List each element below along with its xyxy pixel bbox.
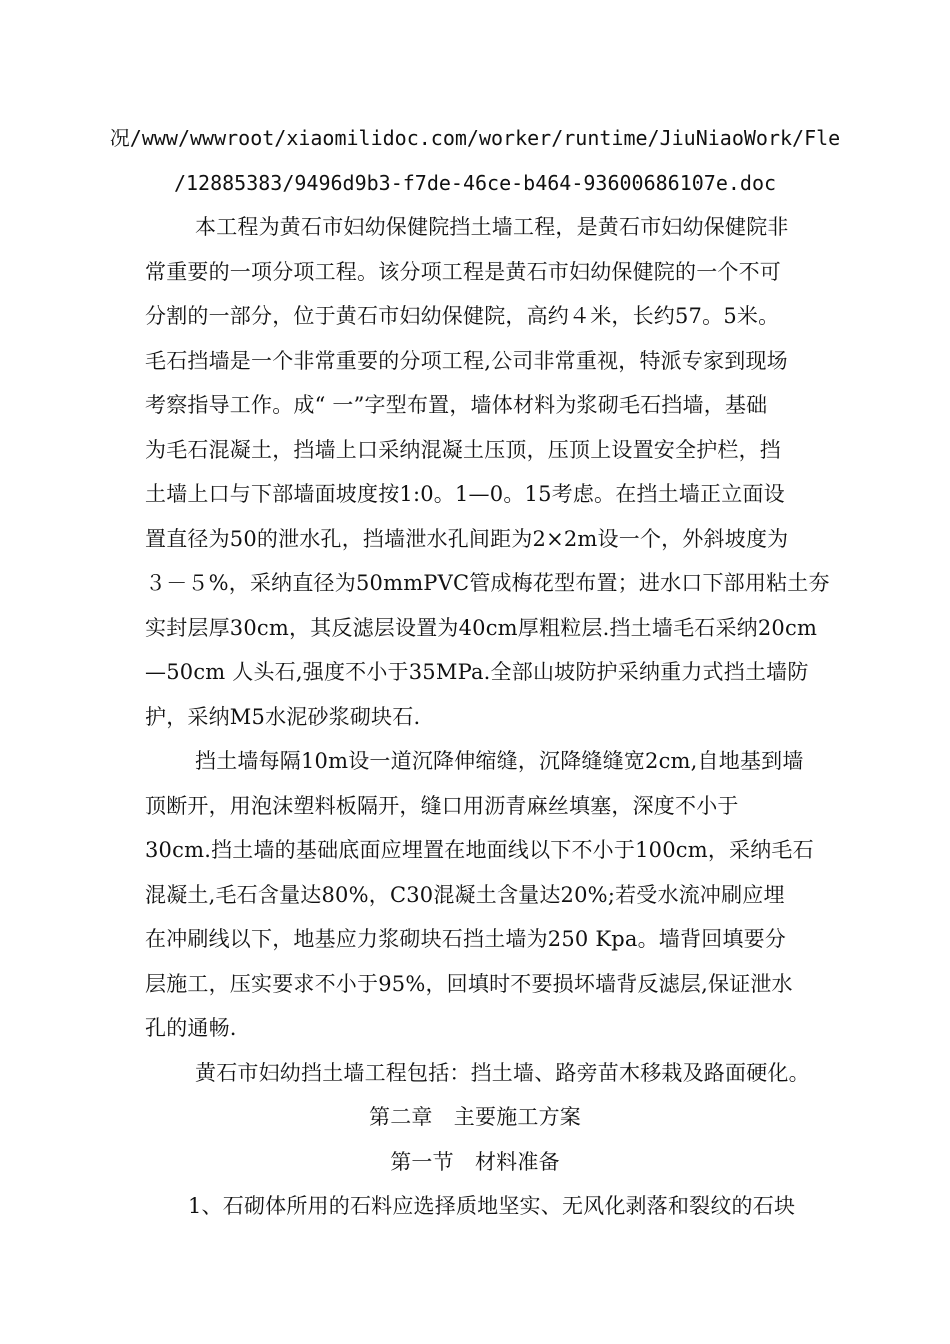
paragraph-2-line-3: 30cm.挡土墙的基础底面应埋置在地面线以下不小于100cm，采纳毛石 [145, 838, 814, 862]
paragraph-1-line-12: 护，采纳M5水泥砂浆砌块石. [145, 705, 421, 729]
chapter-heading: 第二章 主要施工方案 [369, 1105, 581, 1129]
paragraph-1-line-8: 置直径为50的泄水孔，挡墙泄水孔间距为2×2m设一个，外斜坡度为 [145, 527, 789, 551]
paragraph-1-line-1: 本工程为黄石市妇幼保健院挡土墙工程，是黄石市妇幼保健院非 [195, 215, 789, 239]
paragraph-1-line-5: 考察指导工作。成“ 一”字型布置，墙体材料为浆砌毛石挡墙，基础 [145, 393, 768, 417]
paragraph-2-line-4: 混凝土,毛石含量达80%，C30混凝土含量达20%;若受水流冲刷应埋 [145, 883, 785, 907]
paragraph-1-line-4: 毛石挡墙是一个非常重要的分项工程,公司非常重视，特派专家到现场 [145, 349, 788, 373]
paragraph-2-line-6: 层施工，压实要求不小于95%，回填时不要损坏墙背反滤层,保证泄水 [145, 972, 793, 996]
list-item-1: 1、石砌体所用的石料应选择质地坚实、无风化剥落和裂纹的石块 [188, 1194, 796, 1218]
paragraph-3: 黄石市妇幼挡土墙工程包括：挡土墙、路旁苗木移栽及路面硬化。 [195, 1061, 810, 1085]
paragraph-1-line-6: 为毛石混凝土，挡墙上口采纳混凝土压顶，压顶上设置安全护栏，挡 [145, 438, 781, 462]
file-path-line-1: 况/www/wwwroot/xiaomilidoc.com/worker/runtime/JiuNiaoWork/Fle [109, 126, 841, 150]
paragraph-1-line-9: ３－５%，采纳直径为50mmPVC管成梅花型布置；进水口下部用粘土夯 [145, 571, 830, 595]
paragraph-1-line-2: 常重要的一项分项工程。该分项工程是黄石市妇幼保健院的一个不可 [145, 260, 781, 284]
paragraph-2-line-7: 孔的通畅. [145, 1016, 237, 1040]
paragraph-2-line-2: 顶断开，用泡沫塑料板隔开，缝口用沥青麻丝填塞，深度不小于 [145, 794, 739, 818]
paragraph-1-line-10: 实封层厚30cm，其反滤层设置为40cm厚粗粒层.挡土墙毛石采纳20cm [145, 616, 818, 640]
paragraph-2-line-5: 在冲刷线以下，地基应力浆砌块石挡土墙为250 Kpa。墙背回填要分 [145, 927, 787, 951]
section-heading: 第一节 材料准备 [390, 1150, 560, 1174]
file-path-line-2: /12885383/9496d9b3-f7de-46ce-b464-93600686107e.doc [173, 171, 777, 195]
paragraph-1-line-3: 分割的一部分，位于黄石市妇幼保健院，高约４米，长约57。5米。 [145, 304, 780, 328]
paragraph-2-line-1: 挡土墙每隔10m设一道沉降伸缩缝，沉降缝缝宽2cm,自地基到墙 [195, 749, 804, 773]
paragraph-1-line-7: 土墙上口与下部墙面坡度按1:0。1—0。15考虑。在挡土墙正立面设 [145, 482, 785, 506]
paragraph-1-line-11: —50cm 人头石,强度不小于35MPa.全部山坡防护采纳重力式挡土墙防 [145, 660, 809, 684]
